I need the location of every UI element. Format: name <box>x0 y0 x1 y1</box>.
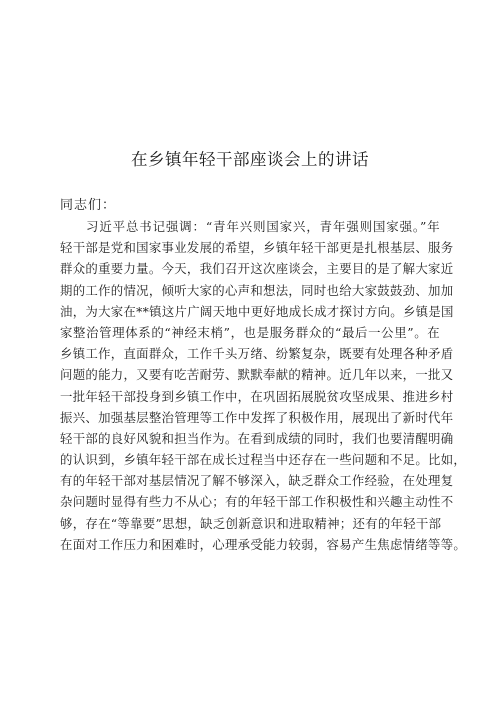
body-line: 问题的能力，又要有吃苦耐劳、默默奉献的精神。近几年以来，一批又 <box>60 367 454 383</box>
document-title: 在乡镇年轻干部座谈会上的讲话 <box>131 150 369 169</box>
body-line: 油，为大家在**镇这片广阔天地中更好地成长成才探讨方向。乡镇是国 <box>60 303 454 319</box>
body-line: 杂问题时显得有些力不从心；有的年轻干部工作积极性和兴趣主动性不 <box>60 494 454 510</box>
speech-body <box>60 216 467 555</box>
salutation: 同志们： <box>60 198 117 213</box>
body-line: 振兴、加强基层整治管理等工作中发挥了积极作用，展现出了新时代年 <box>60 409 454 425</box>
body-line: 一批年轻干部投身到乡镇工作中，在巩固拓展脱贫攻坚成果、推进乡村 <box>60 388 454 404</box>
body-line: 的认识到，乡镇年轻干部在成长过程当中还存在一些问题和不足。比如， <box>60 452 467 468</box>
body-line: 习近平总书记强调：“青年兴则国家兴，青年强则国家强。”年 <box>86 219 440 234</box>
body-line: 期的工作的情况，倾听大家的心声和想法，同时也给大家鼓鼓劲、加加 <box>60 282 454 298</box>
body-line: 轻干部的良好风貌和担当作为。在看到成绩的同时，我们也要清醒明确 <box>60 430 454 446</box>
body-line: 够，存在“等靠要”思想，缺乏创新意识和进取精神；还有的年轻干部 <box>60 515 442 531</box>
body-line: 轻干部是党和国家事业发展的希望，乡镇年轻干部更是扎根基层、服务 <box>60 240 454 256</box>
body-line: 乡镇工作，直面群众，工作千头万绪、纷繁复杂，既要有处理各种矛盾 <box>60 346 454 362</box>
body-line: 家整治管理体系的“神经末梢”，也是服务群众的“最后一公里”。在 <box>60 324 440 340</box>
body-line: 群众的重要力量。今天，我们召开这次座谈会，主要目的是了解大家近 <box>60 261 454 277</box>
body-line: 在面对工作压力和困难时，心理承受能力较弱，容易产生焦虑情绪等等。 <box>60 536 467 552</box>
body-line: 有的年轻干部对基层情况了解不够深入，缺乏群众工作经验，在处理复 <box>60 473 454 489</box>
